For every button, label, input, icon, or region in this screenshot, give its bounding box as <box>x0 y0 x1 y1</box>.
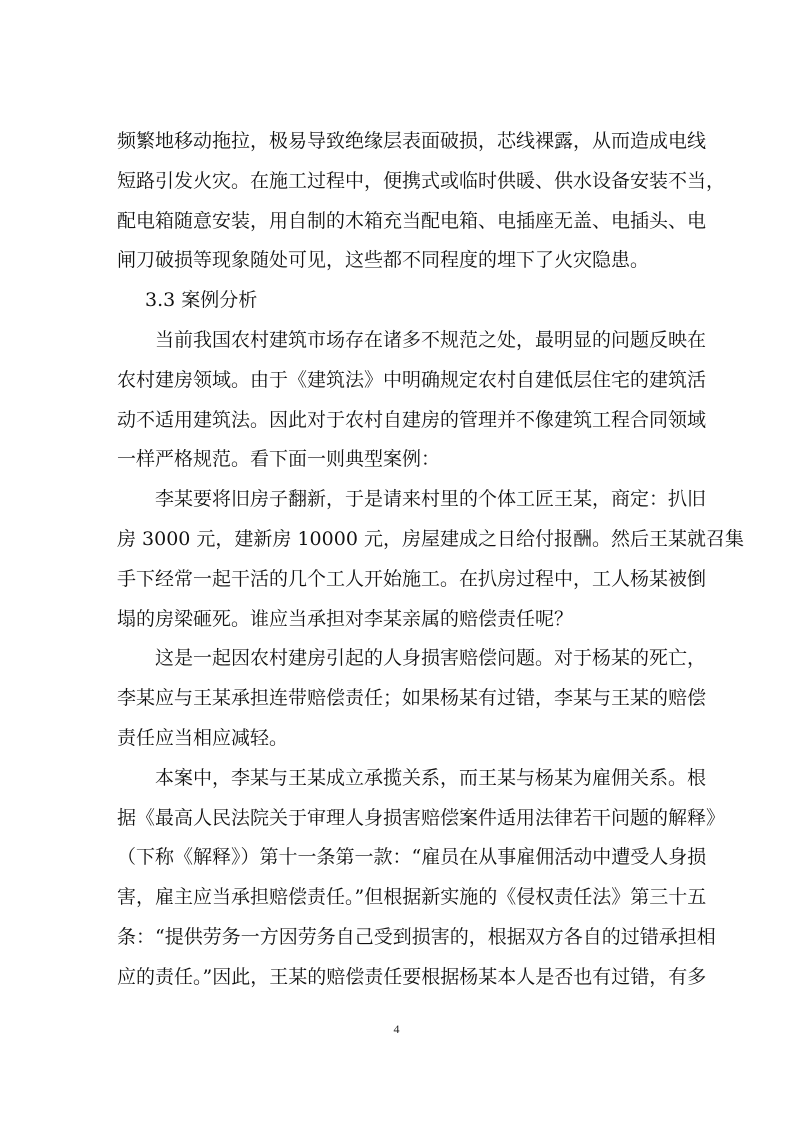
text-line: 据《最高人民法院关于审理人身损害赔偿案件适用法律若干问题的解释》 <box>117 806 726 829</box>
text-line: 当前我国农村建筑市场存在诸多不规范之处，最明显的问题反映在 <box>155 328 707 351</box>
text-line: 房 3000 元，建新房 10000 元，房屋建成之日给付报酬。然后王某就召集 <box>117 527 744 550</box>
text-line: 动不适用建筑法。因此对于农村自建房的管理并不像建筑工程合同领域 <box>117 408 707 431</box>
section-heading: 3.3 案例分析 <box>145 289 258 312</box>
text-line: 李某应与王某承担连带赔偿责任；如果杨某有过错，李某与王某的赔偿 <box>117 687 707 710</box>
text-line: （下称《解释》）第十一条第一款：“雇员在从事雇佣活动中遭受人身损 <box>117 846 707 869</box>
text-line: 农村建房领域。由于《建筑法》中明确规定农村自建低层住宅的建筑活 <box>117 368 707 391</box>
text-line: 塌的房梁砸死。谁应当承担对李某亲属的赔偿责任呢？ <box>117 607 574 630</box>
page-number: 4 <box>393 1022 400 1036</box>
text-line: 条：“提供劳务一方因劳务自己受到损害的，根据双方各自的过错承担相 <box>117 925 716 948</box>
body-text <box>117 122 744 998</box>
text-line: 闸刀破损等现象随处可见，这些都不同程度的埋下了火灾隐患。 <box>117 249 650 272</box>
text-line: 应的责任。”因此，王某的赔偿责任要根据杨某本人是否也有过错，有多 <box>117 965 707 988</box>
text-line: 害，雇主应当承担赔偿责任。”但根据新实施的《侵权责任法》第三十五 <box>117 886 707 909</box>
text-line: 频繁地移动拖拉，极易导致绝缘层表面破损，芯线裸露，从而造成电线 <box>117 130 707 152</box>
text-line: 责任应当相应减轻。 <box>117 726 289 749</box>
text-line: 这是一起因农村建房引起的人身损害赔偿问题。对于杨某的死亡， <box>155 647 707 670</box>
text-line: 手下经常一起干活的几个工人开始施工。在扒房过程中，工人杨某被倒 <box>117 567 707 590</box>
text-line: 本案中，李某与王某成立承揽关系，而王某与杨某为雇佣关系。根 <box>155 766 707 789</box>
text-line: 一样严格规范。看下面一则典型案例： <box>117 448 441 471</box>
text-line: 李某要将旧房子翻新，于是请来村里的个体工匠王某，商定：扒旧 <box>155 488 707 511</box>
text-line: 配电箱随意安装，用自制的木箱充当配电箱、电插座无盖、电插头、电 <box>117 209 707 232</box>
text-line: 短路引发火灾。在施工过程中，便携式或临时供暖、供水设备安装不当， <box>117 169 726 192</box>
